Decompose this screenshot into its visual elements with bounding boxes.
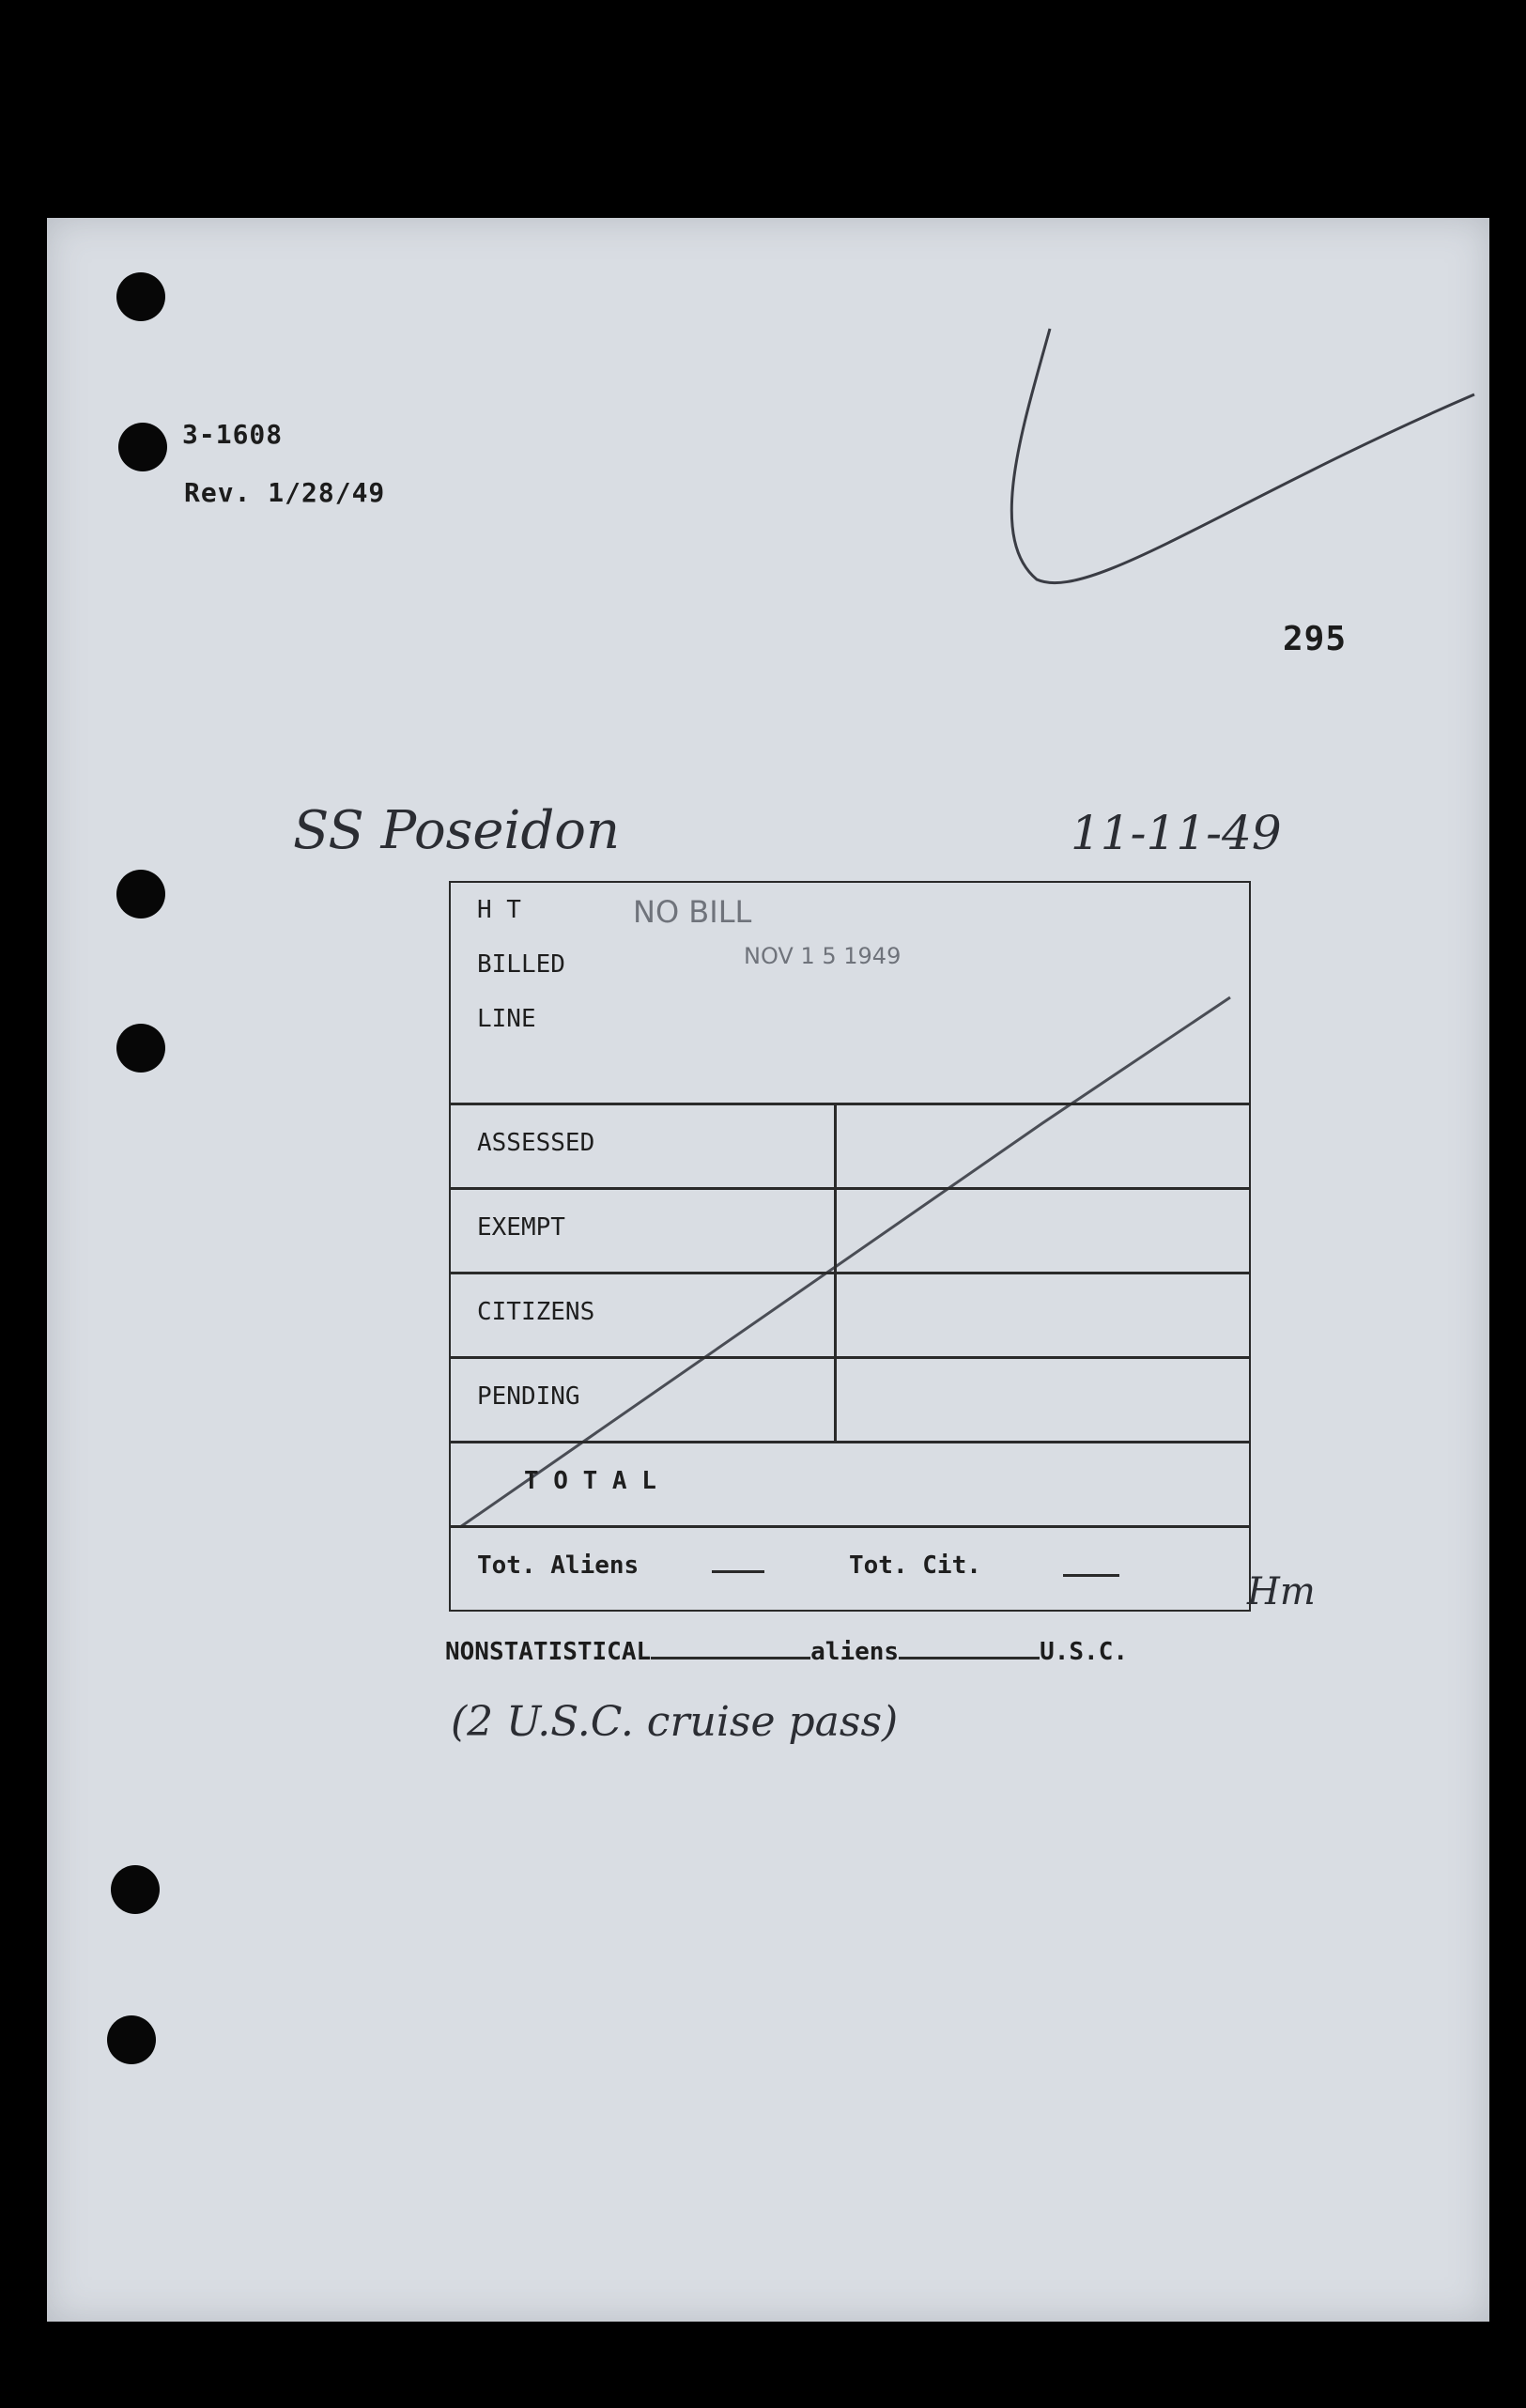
- line-label: LINE: [477, 1005, 536, 1033]
- form-divider: [451, 1103, 1249, 1105]
- document-page: [47, 218, 1489, 2322]
- tot-cit-dash: [1063, 1574, 1119, 1577]
- citizens-label: CITIZENS: [477, 1298, 595, 1326]
- tot-cit-label: Tot. Cit.: [849, 1551, 981, 1580]
- cruise-pass-note: (2 U.S.C. cruise pass): [451, 1698, 899, 1746]
- form-divider: [451, 1356, 1249, 1359]
- tot-aliens-label: Tot. Aliens: [477, 1551, 640, 1580]
- no-bill-stamp: NO BILL: [633, 894, 752, 930]
- tot-aliens-dash: [712, 1570, 764, 1573]
- form-divider: [451, 1441, 1249, 1443]
- initials: Hm: [1247, 1570, 1316, 1613]
- nonstatistical-label: NONSTATISTICAL: [445, 1638, 652, 1666]
- manifest-form: [449, 881, 1251, 1612]
- aliens-label: aliens: [810, 1638, 900, 1666]
- date-stamp: NOV 1 5 1949: [744, 943, 902, 969]
- ht-label: H T: [477, 896, 521, 924]
- billed-label: BILLED: [477, 950, 565, 979]
- handwritten-date: 11-11-49: [1071, 806, 1282, 860]
- page-number: 295: [1283, 620, 1348, 658]
- usc-label: U.S.C.: [1040, 1638, 1128, 1666]
- nonstatistical-blank: [651, 1657, 810, 1659]
- vessel-name: SS Poseidon: [293, 800, 621, 861]
- form-revision: Rev. 1/28/49: [184, 477, 386, 508]
- nonstatistical-line: [445, 1638, 1128, 1666]
- form-divider: [451, 1272, 1249, 1274]
- assessed-label: ASSESSED: [477, 1129, 595, 1157]
- aliens-blank: [899, 1657, 1040, 1659]
- form-number: 3-1608: [182, 419, 284, 450]
- pending-label: PENDING: [477, 1382, 580, 1411]
- form-divider: [451, 1525, 1249, 1528]
- exempt-label: EXEMPT: [477, 1213, 565, 1242]
- column-divider: [834, 1104, 837, 1441]
- total-label: T O T A L: [524, 1467, 656, 1495]
- form-divider: [451, 1187, 1249, 1190]
